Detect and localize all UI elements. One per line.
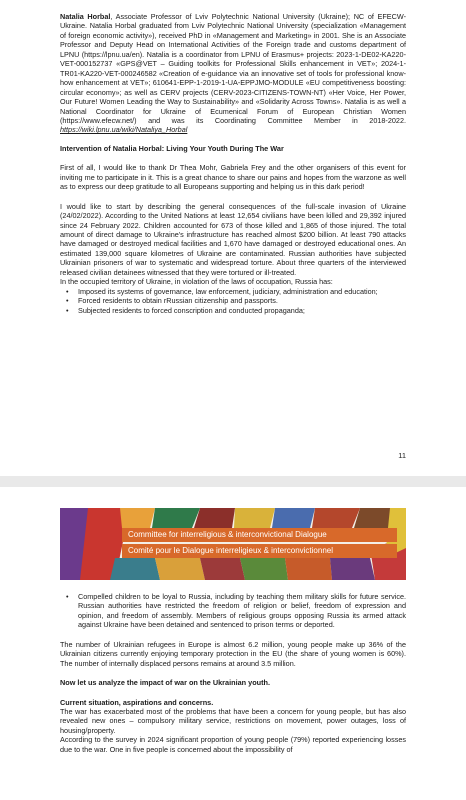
intervention-heading: Intervention of Natalia Horbal: Living Your Youth During The War (60, 143, 284, 153)
bio-wiki-link[interactable]: https://wiki.lpnu.ua/wiki/Nataliya_Horbal (60, 125, 188, 135)
bio-text: , Associate Professor of Lviv Polytechnic National University (Ukraine); NC of EFECW-Ukraine. Natalia Horbal graduated from Lviv Polytechnic National University (specialization «Management of foreign economic activity»), received PhD in «Management and Marketing» in 2001. She is an Associate Professor and Deputy Head on International Activities of the Foreign trade and customs department of LPNU (https://lpnu.ua/en). Natalia is a coordinator from LPNU of Erasmus+ projects: 2023-1-DE02-KA220-VET-000152737 «GPS@VET – Guiding toolkits for Professional Skills enhancement in VET»; 2024-1-TR01-KA220-VET-000246582 «Creation of e-guidance via an innovative set of tools for professional know-how enhancement at VET»; 610641-EPP-1-2019-1-UA-EPPJMO-MODULE «EU competitiveness boosting: circular economy»; as well as CERV projects (CERV-2023-CITIZENS-TOWN-NT) «Her Voice, Her Power, Our Future! Women Leading the Way to Sustainability» and «Solidarity Across Towns». Natalia is as well a National Coordinator for Ukraine of Ecumenical Forum of European Christian Women (https://www.efecw.net/) and was its Coordinating Committee Member in 2018-2022. (60, 12, 406, 125)
bio-name: Natalia Horbal (60, 12, 111, 21)
list-item: • Imposed its systems of governance, law enforcement, judiciary, administration and education; (78, 287, 406, 296)
refugees-paragraph: The number of Ukrainian refugees in Europe is almost 6.2 million, young people make up 36% of the Ukrainian citizens currently enjoying temporary protection in the EU (the share of young women is 60%). The number of internally displaced persons remains at around 3.5 million. (60, 639, 406, 668)
analyze-heading: Now let us analyze the impact of war on the Ukrainian youth. (60, 678, 271, 688)
bio-paragraph (60, 12, 406, 135)
committee-banner (60, 508, 406, 580)
occupied-bullet-list (60, 287, 406, 315)
compelled-bullet-list (60, 592, 406, 630)
intro-paragraph: First of all, I would like to thank Dr Thea Mohr, Gabriela Frey and the other organisers of this event for inviting me to participate in it. This is a great chance to share our pains and hopes from the warzone as well as to express our deep gratitude to all Europeans supporting and helping us in this dark period! (60, 163, 406, 192)
list-item: • Subjected residents to forced conscription and conducted propaganda; (78, 306, 406, 315)
list-item: • Compelled children to be loyal to Russia, including by teaching them military skills for future service. Russian authorities have restricted the freedom of religion or belief, freedom of expression and opinion, and freedom of assembly. Members of religious groups opposing Russia its armed attack against Ukraine have been detained and sentenced to prison terms or deported. (78, 592, 406, 630)
survey-paragraph: According to the survey in 2024 significant proportion of young people (79%) reported experiencing losses due to the war. One in five people is concerned about the impossibility of (60, 735, 406, 754)
document-page-12 (0, 487, 466, 800)
occupied-intro: In the occupied territory of Ukraine, in violation of the laws of occupation, Russia has: (60, 277, 333, 287)
current-situation-paragraph: The war has exacerbated most of the problems that have been a concern for young people, but has also revealed new ones – compulsory military service, restrictions on movement, power outages, loss of housing/property. (60, 706, 406, 735)
page-number: 11 (398, 451, 406, 460)
current-situation-heading: Current situation, aspirations and concerns. (60, 697, 214, 707)
list-item: • Forced residents to obtain rRussian citizenship and passports. (78, 296, 406, 305)
banner-title-english: Committee for interreligious & interconvictional Dialogue (122, 528, 397, 542)
banner-title-french: Comité pour le Dialogue interreligieux & interconvictionnel (122, 544, 397, 558)
consequences-paragraph: I would like to start by describing the general consequences of the full-scale invasion of Ukraine (24/02/2022). According to the United Nations at least 12,654 civilians have been killed and 29,392 injured since 24 February 2022. Children accounted for 673 of those killed and 1,865 of those injured. The total amount of direct damage to Ukraine's infrastructure has reached almost $200 billion. At least 790 attacks have damaged or destroyed medical facilities and 1,670 have damaged or destroyed educational ones. An estimated 139,000 square kilometres of Ukraine are contaminated. Russian authorities have subjected Ukrainian prisoners of war to systematic and widespread torture. About three quarters of the interviewed released civilian detainees witnessed that they were tortured or ill-treated. (60, 201, 406, 277)
